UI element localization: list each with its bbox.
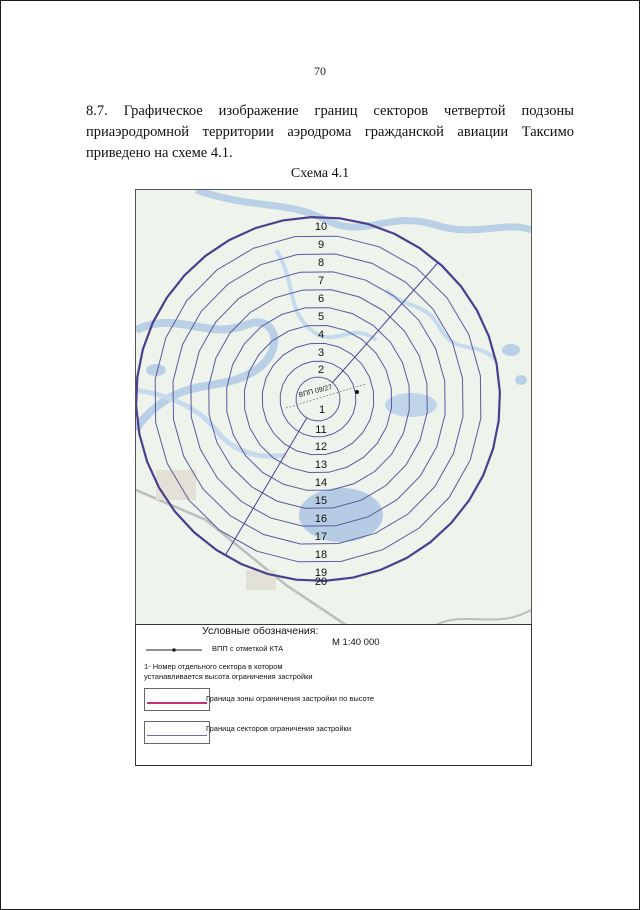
sector-rings: [136, 217, 500, 581]
runway-label: ВПП 09/27: [298, 384, 334, 400]
river: [386, 290, 496, 360]
map-svg: [136, 190, 531, 625]
kta-point: [355, 390, 359, 394]
sector-ring: [262, 343, 373, 454]
sectors-boundary-line: [147, 735, 207, 736]
sector-label: 20: [314, 576, 328, 588]
sector-label: 19: [314, 567, 328, 579]
legend-title: Условные обозначения:: [202, 625, 319, 637]
sector-label: 12: [314, 441, 328, 453]
sector-labels: [315, 221, 327, 588]
sector-divider-line: [333, 263, 439, 383]
sector-label: 14: [314, 477, 328, 489]
legend: [135, 624, 532, 766]
legend-scale: М 1:40 000: [332, 637, 380, 648]
road: [436, 610, 531, 625]
lake: [385, 393, 437, 417]
lake: [502, 344, 520, 356]
legend-sectors-boundary-label: Граница секторов ограничения застройки: [206, 724, 352, 733]
legend-zone-boundary-label: Граница зоны ограничения застройки по высоте: [206, 694, 375, 703]
paragraph-line-3: приведено на схеме 4.1.: [86, 145, 233, 161]
zone-boundary-swatch: [144, 688, 210, 711]
paragraph-line-2: приаэродромной территории аэродрома гражданской авиации Таксимо: [86, 124, 574, 140]
settlement: [156, 470, 196, 500]
settlement: [246, 570, 276, 590]
sector-label: 11: [315, 424, 327, 436]
sectors-boundary-swatch: [144, 721, 210, 744]
sector-label: 9: [317, 239, 325, 251]
sector-label: 18: [314, 549, 328, 561]
sector-label: 17: [314, 531, 328, 543]
paragraph: [86, 101, 574, 164]
legend-sector-note-line1: 1- Номер отдельного сектора в котором: [144, 662, 283, 671]
legend-runway-row: [144, 643, 324, 655]
sector-label: 6: [317, 293, 325, 305]
sector-label: 10: [314, 221, 328, 233]
sector-label: 4: [317, 329, 325, 341]
sector-label: 13: [314, 459, 328, 471]
legend-sector-note: [144, 662, 404, 682]
page-number: 70: [314, 64, 326, 78]
runway-symbol-icon: [144, 644, 204, 656]
paragraph-line-1: 8.7. Графическое изображение границ секторов четвертой подзоны: [86, 103, 574, 119]
river: [136, 322, 274, 430]
legend-runway-label: ВПП с отметкой КТА: [212, 644, 284, 653]
terrain-layer: [136, 190, 531, 625]
sector-label: 15: [314, 495, 328, 507]
sector-label: 3: [317, 347, 325, 359]
sector-label: 2: [317, 364, 325, 376]
sector-label: 16: [314, 513, 328, 525]
sector-label: 1: [318, 404, 326, 416]
river: [276, 250, 376, 340]
legend-sector-note-line2: устанавливается высота ограничения застройки: [144, 672, 313, 681]
aerodrome-sector-map: [135, 189, 532, 626]
scheme-title: Схема 4.1: [290, 166, 350, 181]
sector-label: 8: [317, 257, 325, 269]
zone-boundary-line: [147, 702, 207, 704]
sector-label: 7: [317, 275, 325, 287]
lake: [515, 375, 527, 385]
lake: [146, 364, 166, 376]
runway: [286, 384, 366, 408]
sector-label: 5: [317, 311, 325, 323]
